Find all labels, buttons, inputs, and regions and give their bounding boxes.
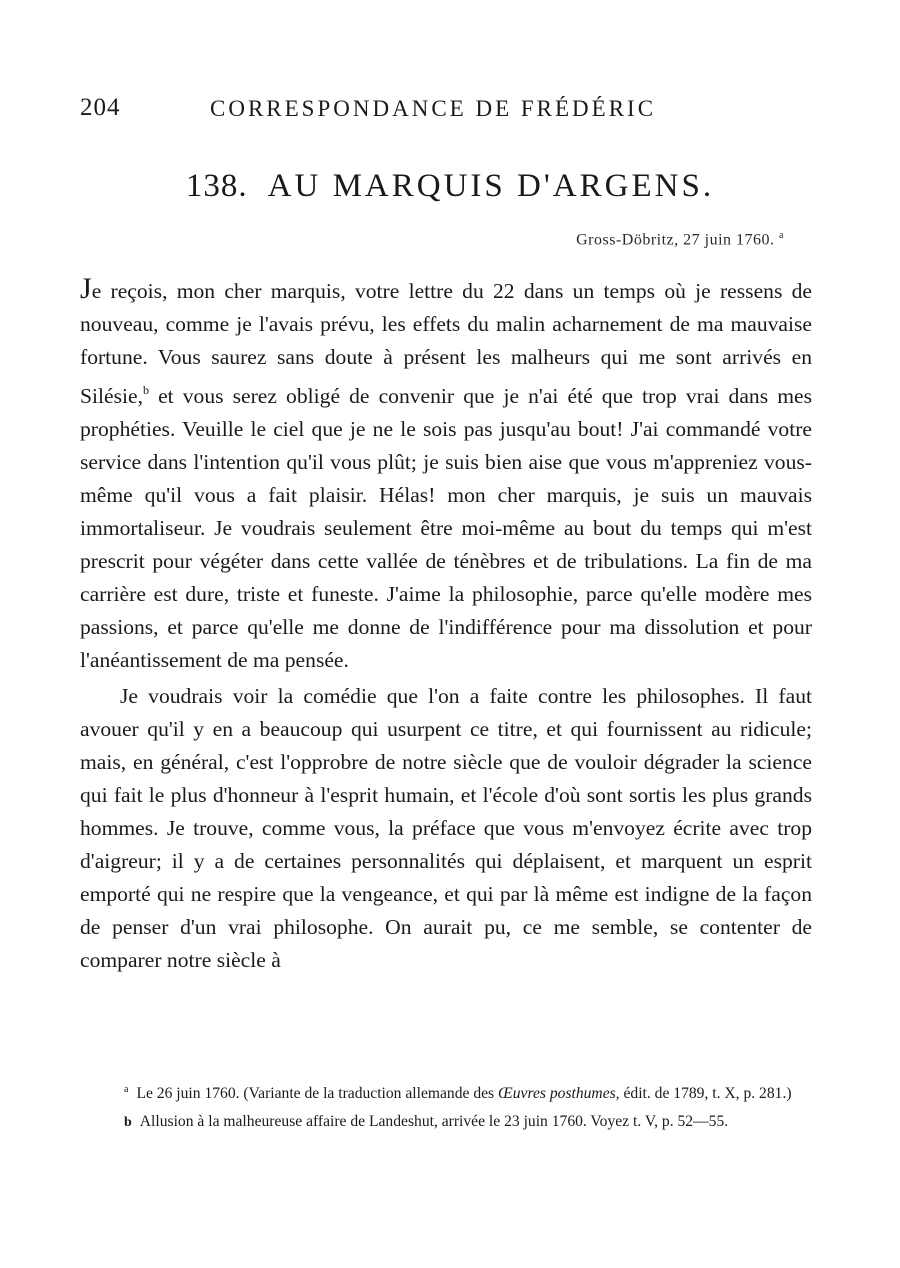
- dateline: [576, 230, 784, 249]
- dateline-text: Gross-Döbritz, 27 juin 1760.: [576, 231, 775, 249]
- paragraph-1-part-1: Je reçois, mon cher marquis, votre lettre du 22 dans un temps où je ressens de nouveau, comme je l'avais prévu, les effets du malin acharnement de ma mauvaise fortune. Vous saurez sans doute à présent les malheurs qui me sont arrivés en Silésie,: [80, 272, 812, 408]
- paragraph-1-part-2: et vous serez obligé de convenir que je n'ai été que trop vrai dans mes prophéties. Veuille le ciel que je ne le sois pas jusqu'au bout! J'ai commandé votre service dans l'intention qu'il vous plût; je suis bien aise que vous m'appreniez vous-même qu'il vous a fait plaisir. Hélas! mon cher marquis, je suis un mauvais immortaliseur. Je voudrais seulement être moi-même au bout du temps qui m'est prescrit pour végéter dans cette vallée de ténèbres et de tribulations. La fin de ma carrière est dure, triste et funeste. J'aime la philosophie, parce qu'elle modère mes passions, et parce qu'elle me donne de l'indifférence pour ma dissolution et pour l'anéantissement de ma pensée.: [80, 384, 812, 672]
- letter-number: 138.: [185, 168, 248, 204]
- running-title: CORRESPONDANCE DE FRÉDÉRIC: [210, 96, 657, 121]
- paragraph-1: [80, 272, 812, 677]
- footnote-ref-b[interactable]: b: [142, 383, 149, 397]
- footnotes: [80, 1078, 810, 1139]
- paragraph-2: Je voudrais voir la comédie que l'on a faite contre les philosophes. Il faut avouer qu'il y en a beaucoup qui usurpent ce titre, et qui fournissent au ridicule; mais, en général, c'est l'opprobre de notre siècle que de vouloir dégrader la science qui fait le plus d'honneur à l'esprit humain, et l'école d'où sont sortis les plus grands hommes. Je trouve, comme vous, la préface que vous m'envoyez écrite avec trop d'aigreur; il y a de certaines personnalités qui déplaisent, et marquent un esprit emporté qui ne respire que la vengeance, et qui par là même est indigne de la façon de penser d'un vrai philosophe. On aurait pu, ce me semble, se contenter de comparer notre siècle à: [80, 684, 812, 972]
- footnote-ref-a[interactable]: a: [779, 230, 784, 241]
- page-number: 204: [80, 94, 121, 121]
- footnote-a-text-after: édit. de 1789, t. X, p. 281.): [619, 1085, 792, 1102]
- footnote-a-text-before: Le 26 juin 1760. (Variante de la traduction allemande des: [136, 1085, 499, 1102]
- footnote-b-mark: b: [124, 1115, 132, 1130]
- letter-body: [80, 272, 812, 977]
- letter-title: AU MARQUIS D'ARGENS.: [267, 168, 715, 204]
- footnote-b: [80, 1110, 810, 1135]
- letter-heading: [0, 168, 900, 205]
- running-head: [80, 94, 820, 126]
- footnote-b-text: Allusion à la malheureuse affaire de Landeshut, arrivée le 23 juin 1760. Voyez t. V, p. 52—55.: [139, 1113, 729, 1130]
- footnote-a: [80, 1078, 810, 1106]
- footnote-a-title: Œuvres posthumes,: [498, 1085, 620, 1102]
- footnote-a-mark: a: [124, 1084, 129, 1095]
